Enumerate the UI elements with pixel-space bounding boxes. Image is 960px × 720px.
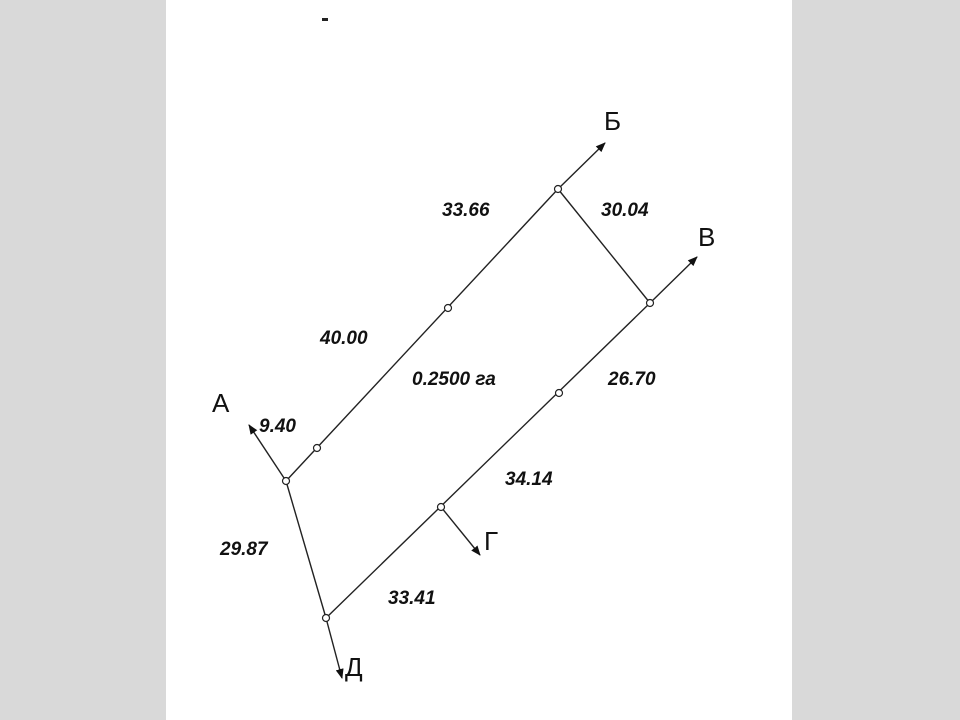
point-c-d-2: [438, 504, 445, 511]
length-c-e: 26.70: [608, 369, 656, 390]
arrow-b: [558, 143, 605, 189]
length-a-mid: 40.00: [320, 328, 368, 349]
edge-c-d: [326, 303, 650, 618]
vertex-c: [647, 300, 654, 307]
length-e-f: 34.14: [505, 469, 553, 490]
area-label: 0.2500 га: [412, 369, 496, 390]
point-c-d-1: [556, 390, 563, 397]
label-point-b: Б: [604, 106, 622, 136]
vertex-b: [555, 186, 562, 193]
vertex-a: [283, 478, 290, 485]
arrow-d: [326, 618, 342, 678]
length-a-arrow: 9.40: [259, 416, 296, 437]
label-point-d: Д: [345, 652, 363, 682]
point-a-b-1: [314, 445, 321, 452]
length-mid-b: 33.66: [442, 200, 490, 221]
label-point-g: Г: [484, 526, 499, 556]
point-a-b-2: [445, 305, 452, 312]
vertex-d: [323, 615, 330, 622]
length-f-d: 33.41: [388, 588, 436, 609]
edge-d-a: [286, 481, 326, 618]
arrow-v: [650, 257, 697, 303]
label-point-a: А: [212, 388, 230, 418]
scan-speck: [322, 18, 328, 21]
label-point-v: В: [698, 222, 716, 252]
length-d-a: 29.87: [220, 539, 268, 560]
length-b-c: 30.04: [601, 200, 649, 221]
arrow-g: [441, 507, 480, 555]
